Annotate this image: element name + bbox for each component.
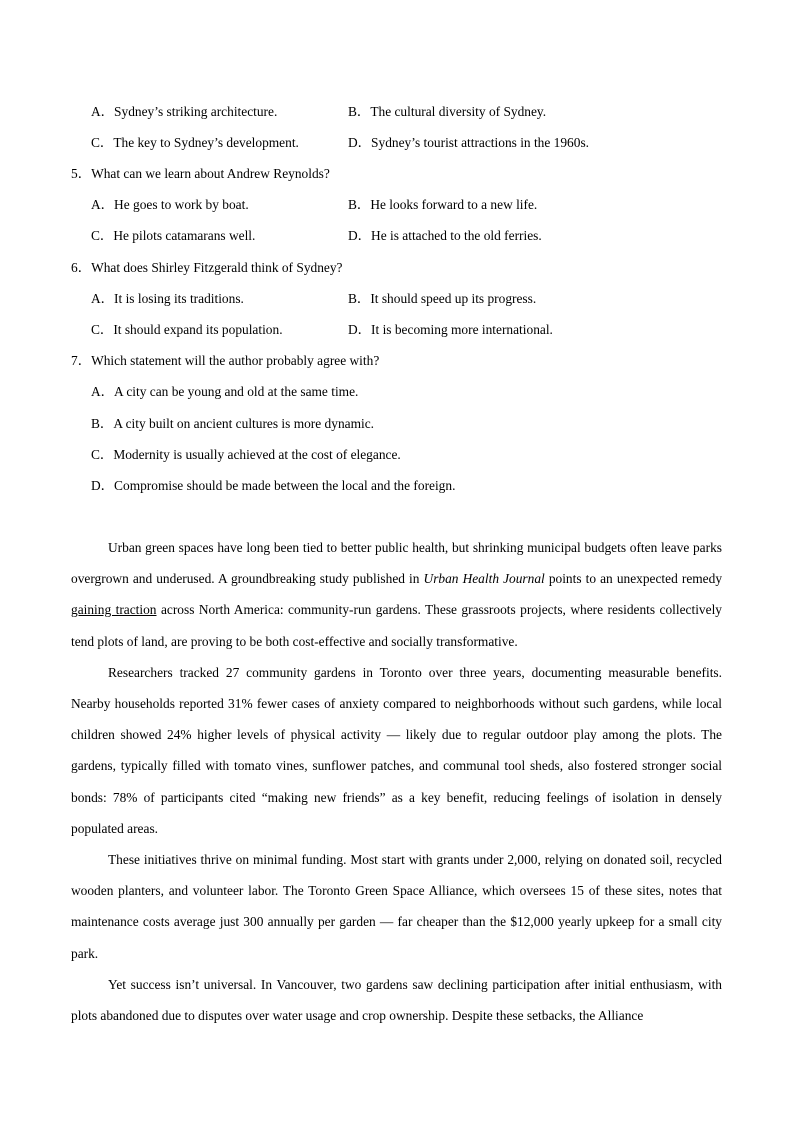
q7-option-c: C．Modernity is usually achieved at the cost of elegance. — [91, 447, 401, 462]
q5-stem: 5．What can we learn about Andrew Reynolds? — [71, 166, 330, 181]
q6-option-d: D．It is becoming more international. — [348, 322, 553, 337]
passage-paragraph-3: These initiatives thrive on minimal funding. Most start with grants under 2,000, relying on donated soil, recycled wooden planters, and volunteer labor. The Toronto Green Space Alliance, which oversees 15 of these sites, notes that maintenance costs average just 300 annually per garden — far cheaper than the $12,000 yearly upkeep for a small city park. — [71, 852, 722, 961]
q6-option-b: B．It should speed up its progress. — [348, 291, 537, 306]
q7-option-a: A．A city can be young and old at the same time. — [91, 384, 359, 399]
q7-option-d: D．Compromise should be made between the local and the foreign. — [91, 478, 456, 493]
q6-option-c: C．It should expand its population. — [91, 322, 283, 337]
p1-text-b: points to an unexpected remedy — [544, 571, 723, 587]
underlined-phrase: gaining traction — [71, 602, 157, 618]
q5-option-d: D．He is attached to the old ferries. — [348, 228, 542, 243]
p1-text-a: Urban green spaces have long been tied to better public health, but shrinking municipal budgets often leave parks overgrown and underused. A groundbreaking study published in — [71, 540, 722, 587]
q5-option-a: A．He goes to work by boat. — [91, 197, 249, 212]
q7-stem: 7．Which statement will the author probably agree with? — [71, 353, 380, 368]
q4-option-c: C．The key to Sydney’s development. — [91, 135, 299, 150]
q5-option-c: C．He pilots catamarans well. — [91, 228, 256, 243]
q4-option-a: A．Sydney’s striking architecture. — [91, 104, 278, 119]
q6-option-a: A．It is losing its traditions. — [91, 291, 244, 306]
q7-option-b: B．A city built on ancient cultures is more dynamic. — [91, 416, 375, 431]
passage-paragraph-1 — [71, 532, 722, 657]
q6-stem: 6．What does Shirley Fitzgerald think of Sydney? — [71, 260, 343, 275]
passage-paragraph-2: Researchers tracked 27 community gardens in Toronto over three years, documenting measurable benefits. Nearby households reported 31% fewer cases of anxiety compared to neighborhoods without such gardens, while local children showed 24% higher levels of physical activity — likely due to regular outdoor play among the plots. The gardens, typically filled with tomato vines, sunflower patches, and communal tool sheds, also fostered stronger social bonds: 78% of participants cited “making new friends” as a key benefit, reducing feelings of isolation in densely populated areas. — [71, 664, 722, 836]
q4-option-d: D．Sydney’s tourist attractions in the 1960s. — [348, 135, 590, 150]
journal-title: Urban Health Journal — [423, 571, 545, 587]
q4-option-b: B．The cultural diversity of Sydney. — [348, 104, 547, 119]
reading-passage — [71, 532, 722, 1031]
p1-text-c: across North America: community-run gardens. These grassroots projects, where residents collectively tend plots of land, are proving to be both cost-effective and socially transformative. — [71, 602, 722, 649]
q5-option-b: B．He looks forward to a new life. — [348, 197, 538, 212]
passage-paragraph-4: Yet success isn’t universal. In Vancouver, two gardens saw declining participation after initial enthusiasm, with plots abandoned due to disputes over water usage and crop ownership. Despite these setbacks, the Alliance — [71, 976, 722, 1024]
